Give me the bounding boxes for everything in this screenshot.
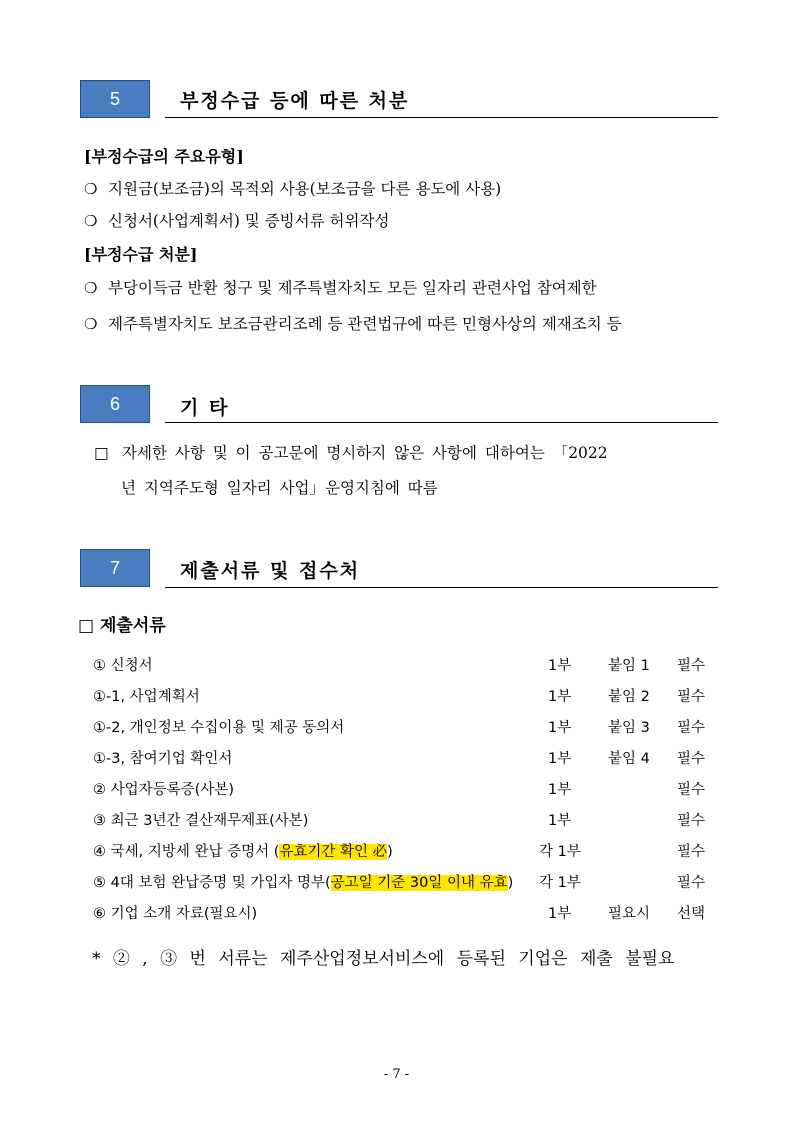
- document-required: 선택: [677, 906, 706, 922]
- document-required: 필수: [677, 813, 706, 829]
- section-7-title: 제출서류 및 접수처: [180, 560, 361, 582]
- circle-bullet-icon: ❍: [84, 279, 98, 297]
- fraud-type-text: 신청서(사업계획서) 및 증빙서류 허위작성: [108, 212, 390, 230]
- document-qty: 각 1부: [539, 844, 581, 860]
- document-name: ⑤ 4대 보험 완납증명 및 가입자 명부(공고일 기준 30일 이내 유효): [93, 875, 514, 891]
- document-row: [0, 871, 793, 895]
- documents-heading: [78, 611, 166, 636]
- highlighted-note: 유효기간 확인 必: [279, 844, 388, 860]
- document-qty: 1부: [548, 720, 572, 736]
- section-6-number: 6: [80, 385, 150, 423]
- document-required: 필수: [677, 658, 706, 674]
- other-notice-text: 자세한 사항 및 이 공고문에 명시하지 않은 사항에 대하여는 「2022: [122, 444, 608, 462]
- fraud-penalty-text: 부당이득금 반환 청구 및 제주특별자치도 모든 일자리 관련사업 참여제한: [108, 279, 597, 297]
- document-attachment: 붙임 4: [608, 751, 650, 767]
- document-row: [0, 809, 793, 833]
- highlighted-note: 공고일 기준 30일 이내 유효: [330, 875, 508, 891]
- document-required: 필수: [677, 689, 706, 705]
- document-required: 필수: [677, 844, 706, 860]
- document-qty: 1부: [548, 658, 572, 674]
- checkbox-square-icon: □: [94, 444, 109, 462]
- document-qty: 1부: [548, 689, 572, 705]
- document-qty: 1부: [548, 751, 572, 767]
- documents-heading-text: 제출서류: [100, 616, 166, 636]
- fraud-penalty-text: 제주특별자치도 보조금관리조례 등 관련법규에 따른 민형사상의 제재조치 등: [108, 315, 622, 333]
- document-name: ③ 최근 3년간 결산재무제표(사본): [93, 813, 309, 829]
- document-name: ⑥ 기업 소개 자료(필요시): [93, 906, 258, 922]
- checkbox-square-icon: □: [78, 616, 95, 636]
- document-required: 필수: [677, 782, 706, 798]
- circle-bullet-icon: ❍: [84, 180, 98, 198]
- fraud-penalty-item: [84, 312, 622, 334]
- document-name: ①-2, 개인정보 수집이용 및 제공 동의서: [93, 720, 345, 736]
- document-row: [0, 716, 793, 740]
- section-7-underline: [165, 587, 718, 588]
- circle-bullet-icon: ❍: [84, 212, 98, 230]
- document-row: [0, 778, 793, 802]
- section-5-number: 5: [80, 80, 150, 118]
- circle-bullet-icon: ❍: [84, 315, 98, 333]
- document-qty: 1부: [548, 782, 572, 798]
- other-notice-line-1: [94, 441, 608, 463]
- document-row: [0, 685, 793, 709]
- document-qty: 각 1부: [539, 875, 581, 891]
- document-row: [0, 654, 793, 678]
- documents-footnote: * ② , ③ 번 서류는 제주산업정보서비스에 등록된 기업은 제출 불필요: [92, 949, 675, 969]
- document-qty: 1부: [548, 813, 572, 829]
- fraud-penalty-item: [84, 276, 597, 298]
- document-attachment: 필요시: [608, 906, 651, 922]
- page-number: - 7 -: [383, 1067, 410, 1082]
- document-name: ④ 국세, 지방세 완납 증명서 (유효기간 확인 必): [93, 844, 393, 860]
- document-attachment: 붙임 3: [608, 720, 650, 736]
- document-attachment: 붙임 2: [608, 689, 650, 705]
- document-name: ① 신청서: [93, 658, 153, 674]
- document-required: 필수: [677, 720, 706, 736]
- section-6-title: 기 타: [180, 397, 230, 419]
- other-notice-line-2: 년 지역주도형 일자리 사업」운영지침에 따름: [121, 479, 438, 497]
- document-row: [0, 902, 793, 926]
- document-row: [0, 840, 793, 864]
- document-name: ② 사업자등록증(사본): [93, 782, 234, 798]
- section-7-number: 7: [80, 549, 150, 587]
- document-name: ①-1, 사업계획서: [93, 689, 200, 705]
- fraud-penalty-heading: [부정수급 처분]: [84, 245, 198, 264]
- document-attachment: 붙임 1: [608, 658, 650, 674]
- fraud-type-item: [84, 209, 389, 231]
- section-5-title: 부정수급 등에 따른 처분: [180, 90, 410, 112]
- document-name: ①-3, 참여기업 확인서: [93, 751, 233, 767]
- document-qty: 1부: [548, 906, 572, 922]
- fraud-type-text: 지원금(보조금)의 목적외 사용(보조금을 다른 용도에 사용): [108, 180, 502, 198]
- fraud-type-item: [84, 177, 501, 199]
- section-6-underline: [165, 422, 718, 423]
- document-required: 필수: [677, 751, 706, 767]
- document-row: [0, 747, 793, 771]
- fraud-types-heading: [부정수급의 주요유형]: [84, 147, 244, 166]
- section-5-underline: [165, 117, 718, 118]
- document-required: 필수: [677, 875, 706, 891]
